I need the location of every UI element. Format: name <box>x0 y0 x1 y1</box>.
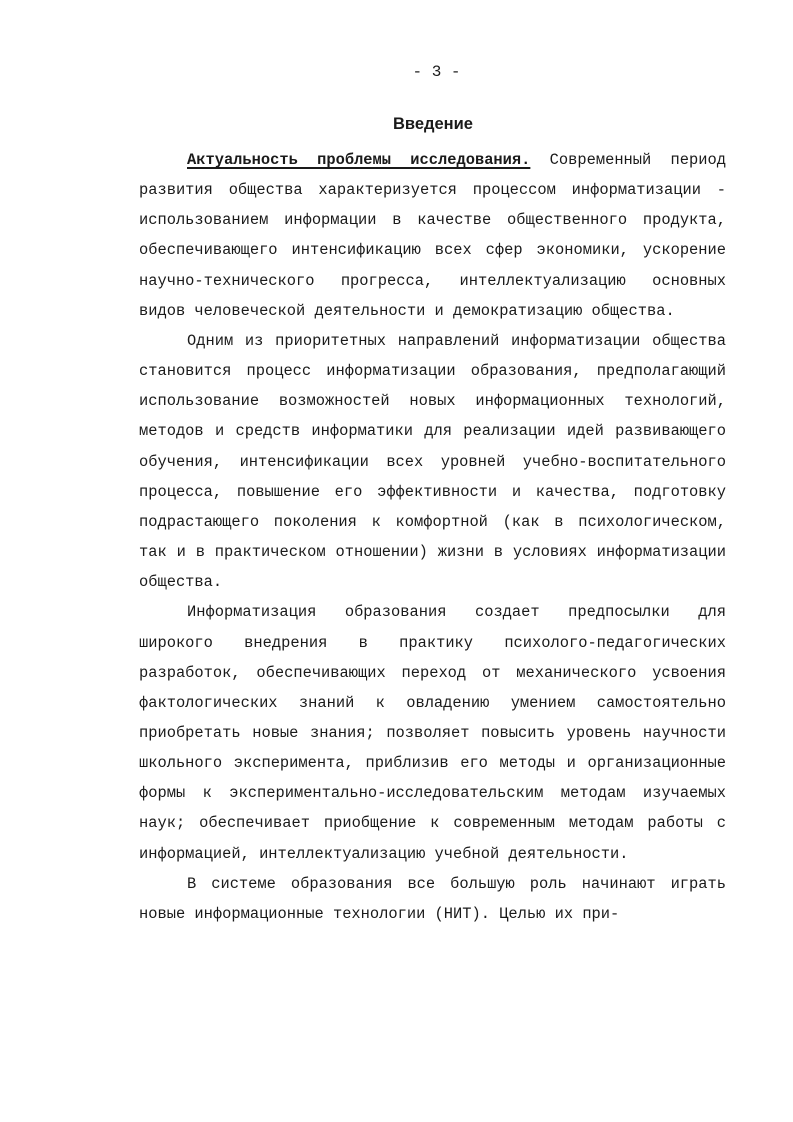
body-text <box>139 145 726 929</box>
paragraph-new-technologies <box>139 869 726 929</box>
paragraph-text: Информатизация образования создает предпосылки для широкого внедрения в практику психолого-педагогических разработок, обеспечивающих переход от механического усвоения фактологических знаний к овладению умением самостоятельно приобретать новые знания; позволяет повысить уровень научности школьного эксперимента, приблизив его методы и организационные формы к экспериментально-исследовательским методам изучаемых наук; обеспечивает приобщение к современным методам работы с информацией, интеллектуализацию учебной деятельности. <box>139 603 726 863</box>
paragraph-relevance <box>139 145 726 326</box>
page-number: - 3 - <box>412 63 461 81</box>
section-title: Введение <box>393 115 473 133</box>
paragraph-text: Одним из приоритетных направлений информатизации общества становится процесс информатизации образования, предполагающий использование возможностей новых информационных технологий, методов и средств информатики для реализации идей развивающего обучения, интенсификации всех уровней учебно-воспитательного процесса, повышение его эффективности и качества, подготовку подрастающего поколения к комфортной (как в психологическом, так и в практическом отношении) жизни в условиях информатизации общества. <box>139 331 726 592</box>
paragraph-informatization-priority <box>139 326 726 597</box>
paragraph-text: Современный период развития общества характеризуется процессом информатизации - использованием информации в качестве общественного продукта, обеспечивающего интенсификацию всех сфер экономики, ускорение научно-технического прогресса, интеллектуализацию основных видов человеческой деятельности и демократизацию общества. <box>139 151 726 320</box>
paragraph-text: В системе образования все большую роль начинают играть новые информационные технологии (НИТ). Целью их при- <box>139 874 726 923</box>
paragraph-lead-heading: Актуальность проблемы исследования. <box>187 151 531 169</box>
paragraph-education-informatization <box>139 597 726 868</box>
